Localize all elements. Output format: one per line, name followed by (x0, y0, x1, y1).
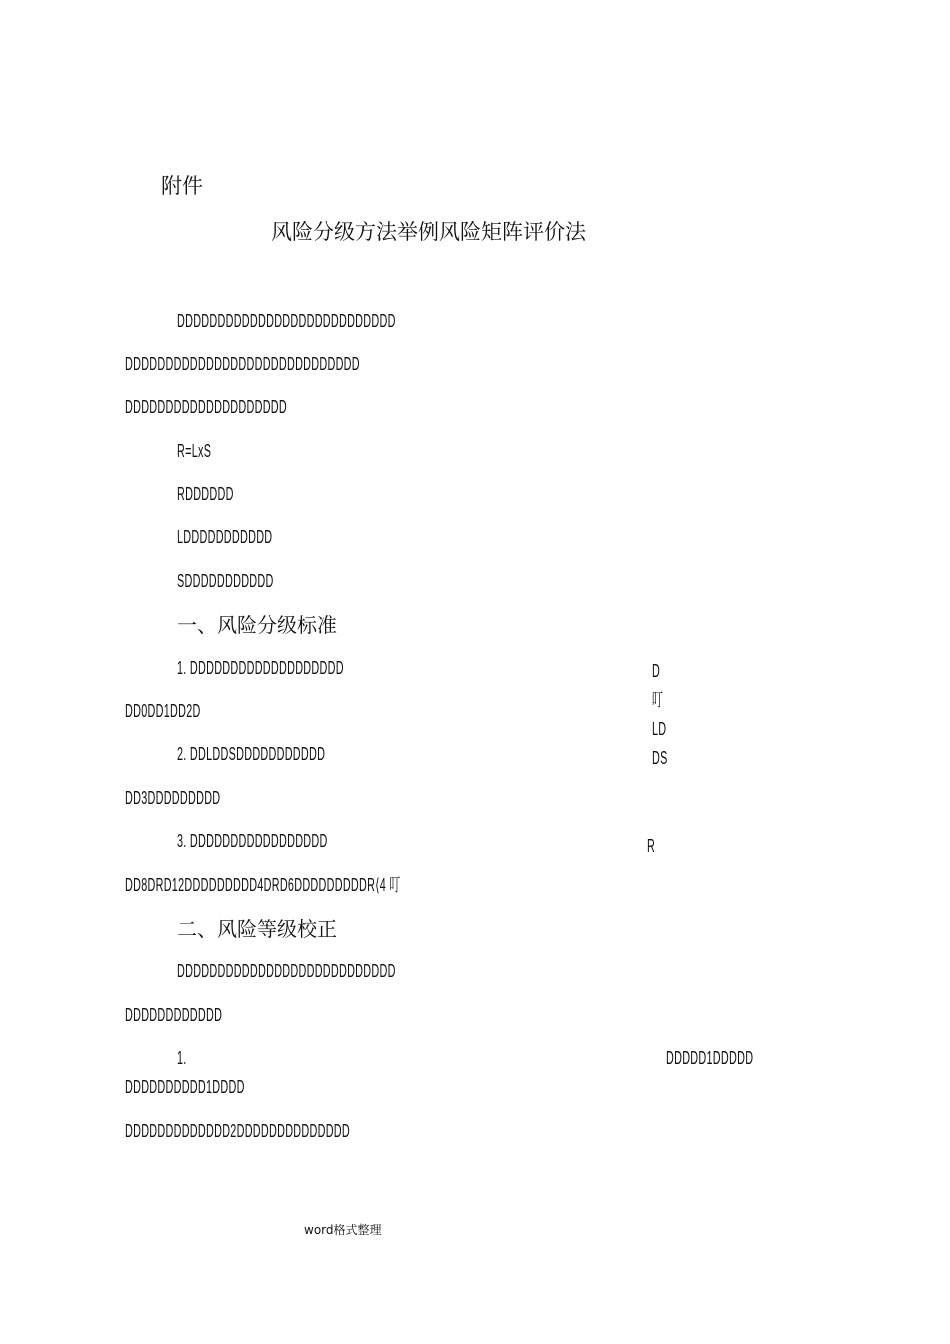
definition-r: RDDDDDD (177, 484, 234, 504)
section2-item1-right: DDDDD1DDDDD (666, 1048, 754, 1068)
section1-heading: 一、风险分级标准 (177, 613, 337, 637)
section1-item1: 1. DDDDDDDDDDDDDDDDDDD (177, 658, 344, 678)
document-title: 风险分级方法举例风险矩阵评价法 (271, 220, 586, 244)
section2-item1-number: 1. (177, 1048, 187, 1068)
section1-item3-cont: DD8DRD12DDDDDDDDD4DRD6DDDDDDDDDR⟨4 叮 (125, 875, 401, 895)
section2-line-1: DDDDDDDDDDDDDDDDDDDDDDDDDDD (177, 961, 396, 981)
section1-item2-cont: DD3DDDDDDDDD (125, 788, 221, 808)
section2-item1-cont2: DDDDDDDDDDDDD2DDDDDDDDDDDDDD (125, 1121, 350, 1141)
section2-item1-cont: DDDDDDDDDD1DDDD (125, 1077, 245, 1097)
side-label-c: LD (652, 719, 667, 739)
intro-line-2: DDDDDDDDDDDDDDDDDDDDDDDDDDDDD (125, 354, 360, 374)
side-label-b: 叮 (652, 690, 664, 710)
intro-line-1: DDDDDDDDDDDDDDDDDDDDDDDDDDD (177, 311, 396, 331)
side-label-a: D (652, 661, 661, 681)
definition-s: SDDDDDDDDDDD (177, 571, 274, 591)
attachment-heading: 附件 (161, 174, 203, 198)
section1-item1-cont: DD0DD1DD2D (125, 701, 201, 721)
section1-item3: 3. DDDDDDDDDDDDDDDDD (177, 831, 328, 851)
section2-line-2: DDDDDDDDDDDD (125, 1005, 223, 1025)
page-footer: word格式整理 (304, 1223, 382, 1237)
intro-line-3: DDDDDDDDDDDDDDDDDDDD (125, 397, 287, 417)
definition-l: LDDDDDDDDDDD (177, 527, 273, 547)
side-label-d: DS (652, 748, 668, 768)
formula: R=LxS (177, 441, 212, 461)
side-label-e: R (647, 836, 656, 856)
section2-heading: 二、风险等级校正 (177, 917, 337, 941)
section1-item2: 2. DDLDDSDDDDDDDDDDD (177, 744, 326, 764)
